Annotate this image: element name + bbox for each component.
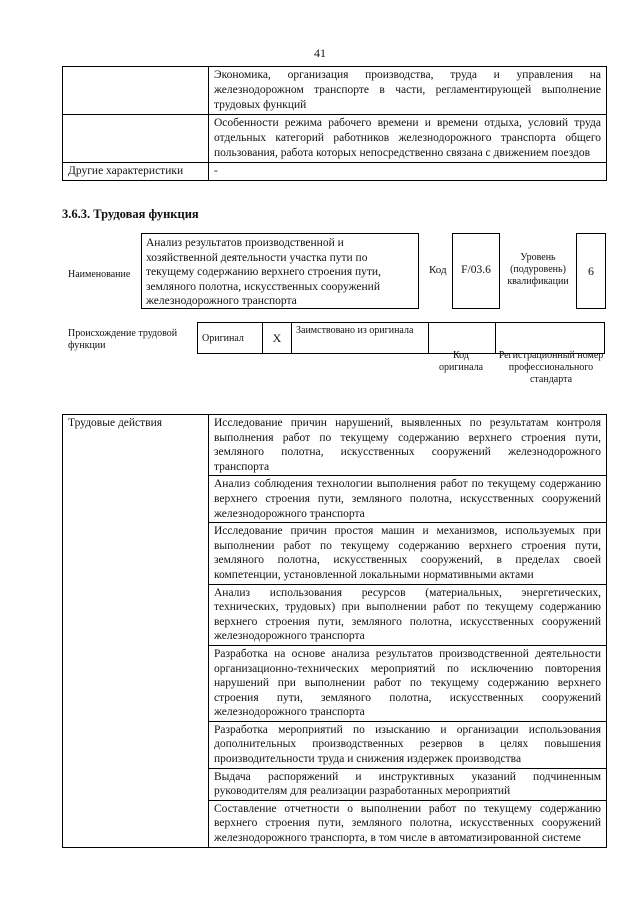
page-number: 41: [314, 46, 326, 60]
list-item: Исследование причин простоя машин и механизмов, используемых при выполнении работ по текущему содержанию верхнего строения пути, земляного полотна, искусственных сооружений, в пределах своей компетенции, установленной локальными нормативными актами: [209, 523, 607, 584]
code-original-cell: [429, 323, 496, 354]
other-characteristics-value: -: [209, 163, 607, 181]
list-item: Разработка мероприятий по изысканию и организации использования дополнительных производственных резервов в целях повышения производительности труда и снижения издержек производства: [209, 721, 607, 768]
top-characteristics-table: [62, 66, 607, 181]
list-item: Исследование причин нарушений, выявленных по результатам контроля выполнения работ по текущему содержанию верхнего строения пути, земляного полотна, искусственных сооружений железнодорожного транспорта: [209, 415, 607, 476]
original-mark: X: [263, 323, 292, 354]
code-label: Код: [429, 264, 447, 276]
reg-number-caption: Регистрационный номер профессионального стандарта: [498, 350, 604, 385]
table-row: [63, 115, 607, 163]
list-item: Анализ использования ресурсов (материальных, энергетических, технических, трудовых) при выполнении работ по текущему содержанию верхнего строения пути, земляного полотна, искусственных сооружений железнодорожного транспорта: [209, 584, 607, 645]
function-name-box: Анализ результатов производственной и хозяйственной деятельности участка пути по текущему содержанию верхнего строения пути, земляного полотна, искусственных сооружений железнодорожного транспорта: [141, 233, 419, 309]
code-value-box: F/03.6: [452, 233, 500, 309]
table-row: [63, 163, 607, 181]
borrowed-label: Заимствовано из оригинала: [292, 323, 429, 354]
code-original-caption: Код оригинала: [438, 350, 484, 373]
list-item: Разработка на основе анализа результатов производственной деятельности организационно-технических мероприятий по исключению повторения нарушений при выполнении работ по текущему содержанию верхнего строения пути, земляного полотна, искусственных сооружений железнодорожного транспорта: [209, 645, 607, 721]
reg-number-cell: [496, 323, 605, 354]
qualification-level-box: 6: [576, 233, 606, 309]
other-characteristics-label: Другие характеристики: [63, 163, 209, 181]
row-label: [63, 115, 209, 163]
table-row: [63, 415, 607, 476]
qualification-level-label: Уровень (подуровень) квалификации: [507, 252, 569, 287]
list-item: Выдача распоряжений и инструктивных указаний подчиненным руководителям для реализации разработанных мероприятий: [209, 768, 607, 800]
section-title: 3.6.3. Трудовая функция: [62, 207, 199, 221]
row-text: Экономика, организация производства, труда и управления на железнодорожном транспорте в части, регламентирующей выполнение трудовых функций: [209, 67, 607, 115]
list-item: Анализ соблюдения технологии выполнения работ по текущему содержанию верхнего строения пути, земляного полотна, искусственных сооружений железнодорожного транспорта: [209, 476, 607, 523]
labor-actions-label: Трудовые действия: [63, 415, 209, 848]
table-row: [63, 67, 607, 115]
original-label: Оригинал: [198, 323, 263, 354]
row-text: Особенности режима рабочего времени и времени отдыха, условий труда отдельных категорий работников железнодорожного транспорта общего пользования, работа которых непосредственно связана с движением поездов: [209, 115, 607, 163]
labor-actions-table: [62, 414, 607, 848]
name-label: Наименование: [68, 269, 131, 280]
row-label: [63, 67, 209, 115]
list-item: Составление отчетности о выполнении работ по текущему содержанию верхнего строения пути, земляного полотна, искусственных сооружений железнодорожного транспорта, в том числе в автоматизированной системе: [209, 800, 607, 847]
origin-label: Происхождение трудовой функции: [68, 328, 178, 351]
